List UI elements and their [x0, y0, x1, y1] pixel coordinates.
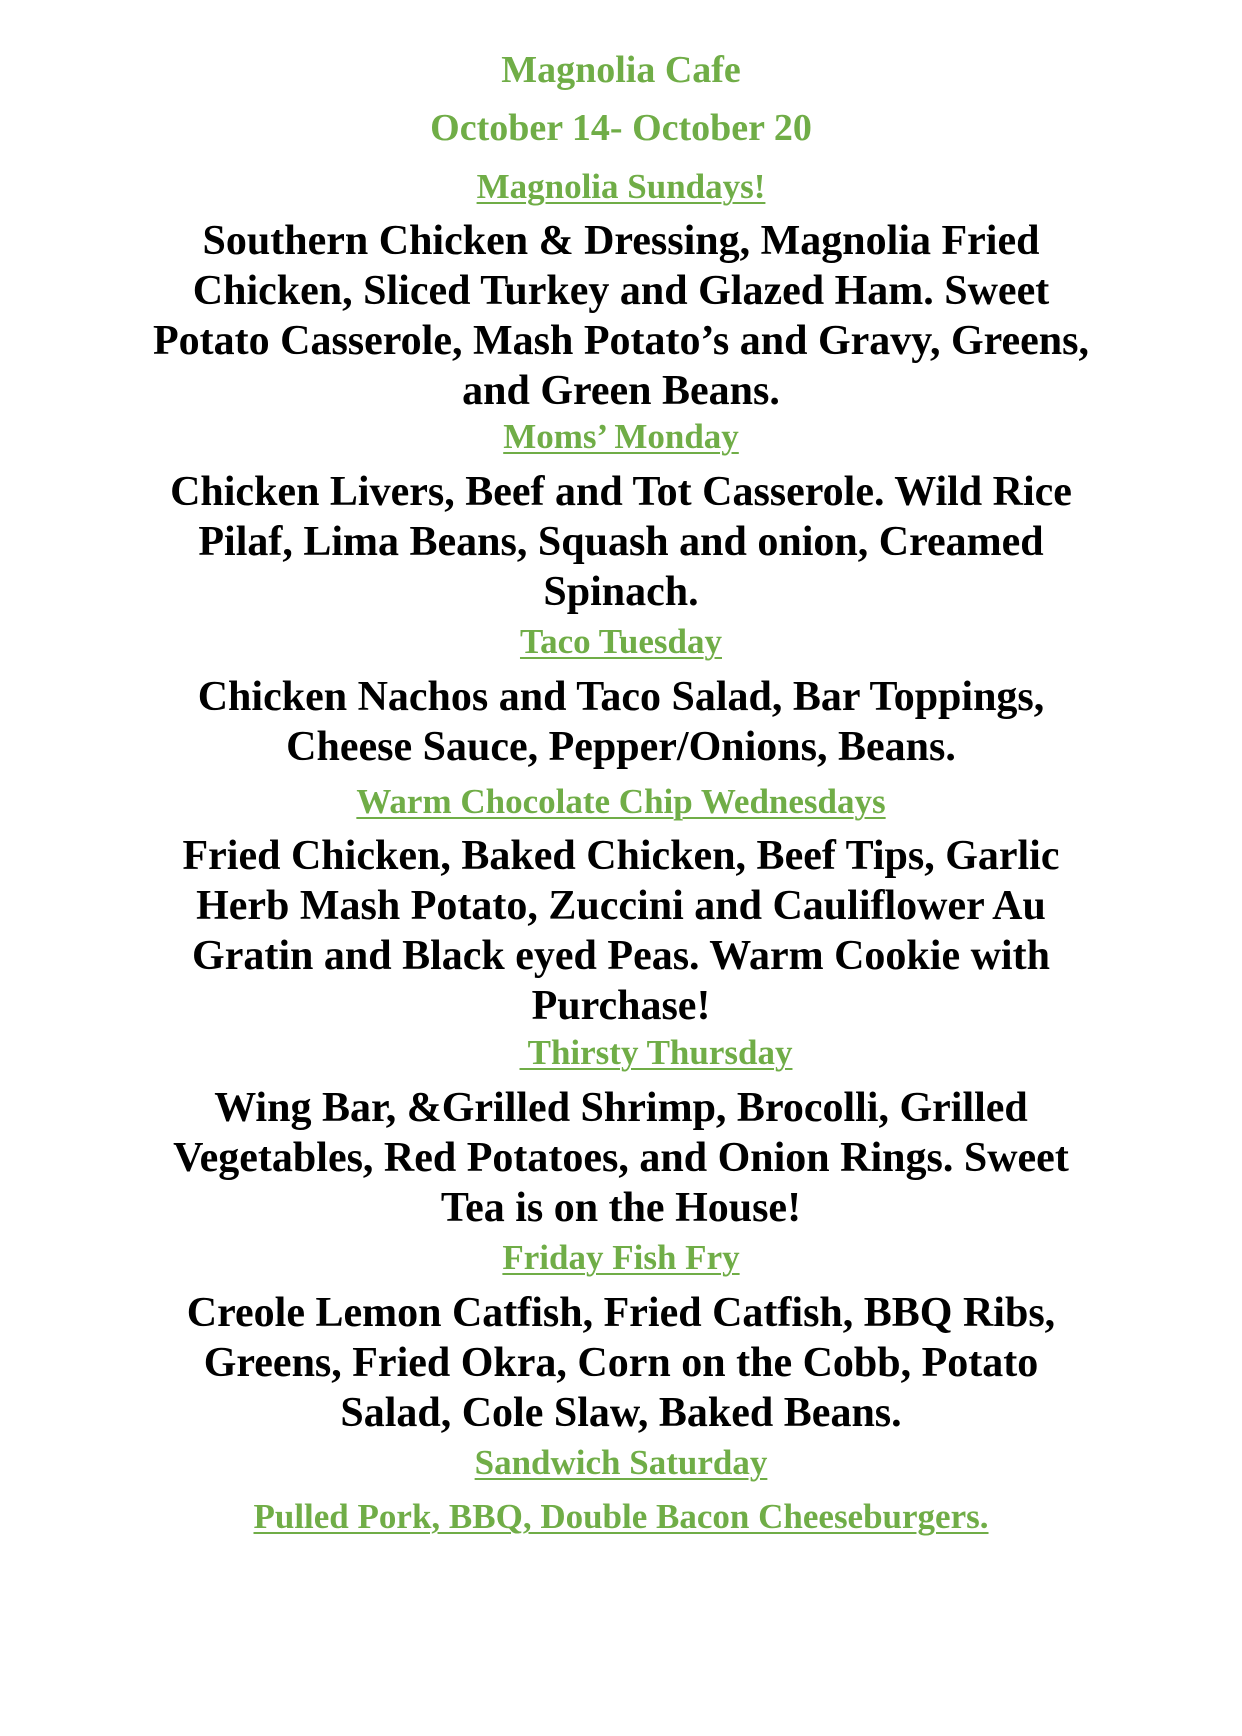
saturday-description [0, 1496, 1242, 1538]
saturday-heading [0, 1442, 1242, 1484]
monday-line-3: Spinach. [543, 569, 699, 615]
sunday-heading-text: Magnolia Sundays! [476, 167, 766, 206]
monday-heading-text: Moms’ Monday [503, 417, 739, 456]
wednesday-heading [0, 781, 1242, 823]
thursday-line-2: Vegetables, Red Potatoes, and Onion Rings. Sweet [173, 1135, 1069, 1181]
monday-line-1: Chicken Livers, Beef and Tot Casserole. Wild Rice [170, 469, 1072, 515]
thursday-description [0, 1083, 1242, 1233]
friday-description [0, 1288, 1242, 1438]
monday-line-2: Pilaf, Lima Beans, Squash and onion, Creamed [198, 519, 1044, 565]
monday-heading [0, 416, 1242, 458]
friday-line-3: Salad, Cole Slaw, Baked Beans. [340, 1390, 902, 1436]
wednesday-description [0, 831, 1242, 1031]
friday-heading [0, 1237, 1242, 1279]
saturday-line-1: Pulled Pork, BBQ, Double Bacon Cheeseburgers. [253, 1497, 989, 1536]
tuesday-heading [0, 621, 1242, 663]
cafe-name: Magnolia Cafe [501, 49, 741, 91]
thursday-heading-text: Thirsty Thursday [519, 1033, 793, 1072]
friday-line-2: Greens, Fried Okra, Corn on the Cobb, Potato [203, 1340, 1039, 1386]
monday-description [0, 467, 1242, 617]
saturday-heading-text: Sandwich Saturday [474, 1443, 768, 1482]
wednesday-heading-text: Warm Chocolate Chip Wednesdays [356, 782, 886, 821]
wednesday-line-2: Herb Mash Potato, Zuccini and Cauliflower Au [196, 883, 1046, 929]
sunday-description [0, 216, 1242, 416]
tuesday-line-1: Chicken Nachos and Taco Salad, Bar Toppings, [197, 674, 1045, 720]
tuesday-line-2: Cheese Sauce, Pepper/Onions, Beans. [286, 724, 956, 770]
wednesday-line-1: Fried Chicken, Baked Chicken, Beef Tips, Garlic [182, 833, 1060, 879]
tuesday-description [0, 672, 1242, 772]
tuesday-heading-text: Taco Tuesday [519, 622, 722, 661]
date-range: October 14- October 20 [430, 107, 812, 149]
thursday-line-3: Tea is on the House! [440, 1185, 802, 1231]
thursday-heading [0, 1032, 1242, 1074]
wednesday-line-3: Gratin and Black eyed Peas. Warm Cookie with [192, 933, 1050, 979]
wednesday-line-4: Purchase! [531, 983, 711, 1029]
friday-heading-text: Friday Fish Fry [502, 1238, 740, 1277]
sunday-line-2: Chicken, Sliced Turkey and Glazed Ham. Sweet [192, 268, 1050, 314]
sunday-line-1: Southern Chicken & Dressing, Magnolia Fried [202, 218, 1040, 264]
sunday-heading [0, 166, 1242, 208]
thursday-line-1: Wing Bar, &Grilled Shrimp, Brocolli, Grilled [214, 1085, 1028, 1131]
sunday-line-4: and Green Beans. [462, 368, 780, 414]
friday-line-1: Creole Lemon Catfish, Fried Catfish, BBQ Ribs, [186, 1290, 1056, 1336]
sunday-line-3: Potato Casserole, Mash Potato’s and Gravy, Greens, [153, 318, 1089, 364]
